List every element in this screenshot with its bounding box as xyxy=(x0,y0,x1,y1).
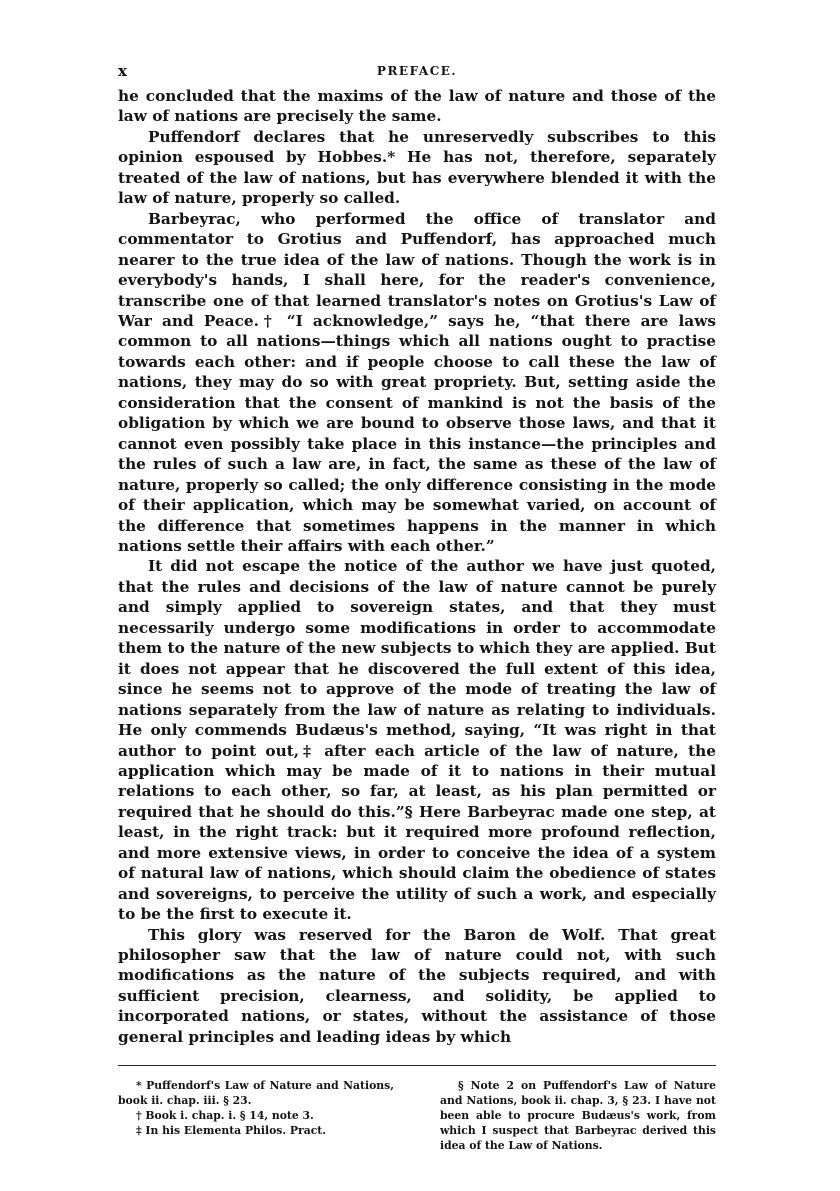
footnote: ‡ In his Elementa Philos. Pract. xyxy=(136,1124,327,1138)
footnote-divider xyxy=(118,1065,716,1066)
book-page xyxy=(118,58,716,1153)
paragraph: Puffendorf declares that he unreservedly subscribes to this opinion espoused by Hobbes.* He has not, therefore, separately treated of the law of nations, but has everywhere blended it with the law of nature, properly so called. xyxy=(118,127,716,208)
footnotes-left-column xyxy=(118,1078,394,1153)
paragraph: Barbeyrac, who performed the office of translator and commentator to Grotius and Puffendorf, has approached much nearer to the true idea of the law of nations. Though the work is in everybody's hands, I shall here, for the reader's convenience, transcribe one of that learned translator's notes on Grotius's Law of War and Peace.† “I acknowledge,” says he, “that there are laws common to all nations—things which all nations ought to practise towards each other: and if people choose to call these the law of nations, they may do so with great propriety. But, setting aside the consideration that the consent of mankind is not the basis of the obligation by which we are bound to observe those laws, and that it cannot even possibly take place in this instance—the principles and the rules of such a law are, in fact, the same as these of the law of nature, properly so called; the only difference consisting in the mode of their application, which may be somewhat varied, on account of the difference that sometimes happens in the manner in which nations settle their affairs with each other.” xyxy=(118,209,716,555)
footnote: * Puffendorf's Law of Nature and Nations, book ii. chap. iii. § 23. xyxy=(118,1079,394,1108)
paragraph: It did not escape the notice of the author we have just quoted, that the rules and decisions of the law of nature cannot be purely and simply applied to sovereign states, and that they must necessarily undergo some modifications in order to accommodate them to the nature of the new subjects to which they are applied. But it does not appear that he discovered the full extent of this idea, since he seems not to approve of the mode of treating the law of nations separately from the law of nature as relating to individuals. He only commends Budæus's method, saying, “It was right in that author to point out,‡ after each article of the law of nature, the application which may be made of it to nations in their mutual relations to each other, so far, at least, as his plan permitted or required that he should do this.”§ Here Barbeyrac made one step, at least, in the right track: but it required more profound reflection, and more extensive views, in order to conceive the idea of a system of natural law of nations, which should claim the obedience of states and sovereigns, to perceive the utility of such a work, and especially to be the first to execute it. xyxy=(118,557,716,924)
page-number: x xyxy=(118,62,127,80)
footnotes-right-column xyxy=(440,1078,716,1153)
paragraph: This glory was reserved for the Baron de Wolf. That great philosopher saw that the law of nature could not, with such modifications as the nature of the subjects required, and with sufficient precision, clearness, and solidity, be applied to incorporated nations, or states, without the assistance of those general principles and leading ideas by which xyxy=(118,925,716,1046)
body-text xyxy=(118,86,716,1047)
footnote: † Book i. chap. i. § 14, note 3. xyxy=(136,1109,314,1123)
paragraph: he concluded that the maxims of the law of nature and those of the law of nations are precisely the same. xyxy=(118,87,716,126)
footnote: § Note 2 on Puffendorf's Law of Nature and Nations, book ii. chap. 3, § 23. I have not been able to procure Budæus's work, from which I suspect that Barbeyrac derived this idea of the Law of Nations. xyxy=(440,1079,716,1153)
running-head: PREFACE. xyxy=(376,64,458,78)
footnotes xyxy=(118,1078,716,1153)
page-header xyxy=(118,58,716,86)
